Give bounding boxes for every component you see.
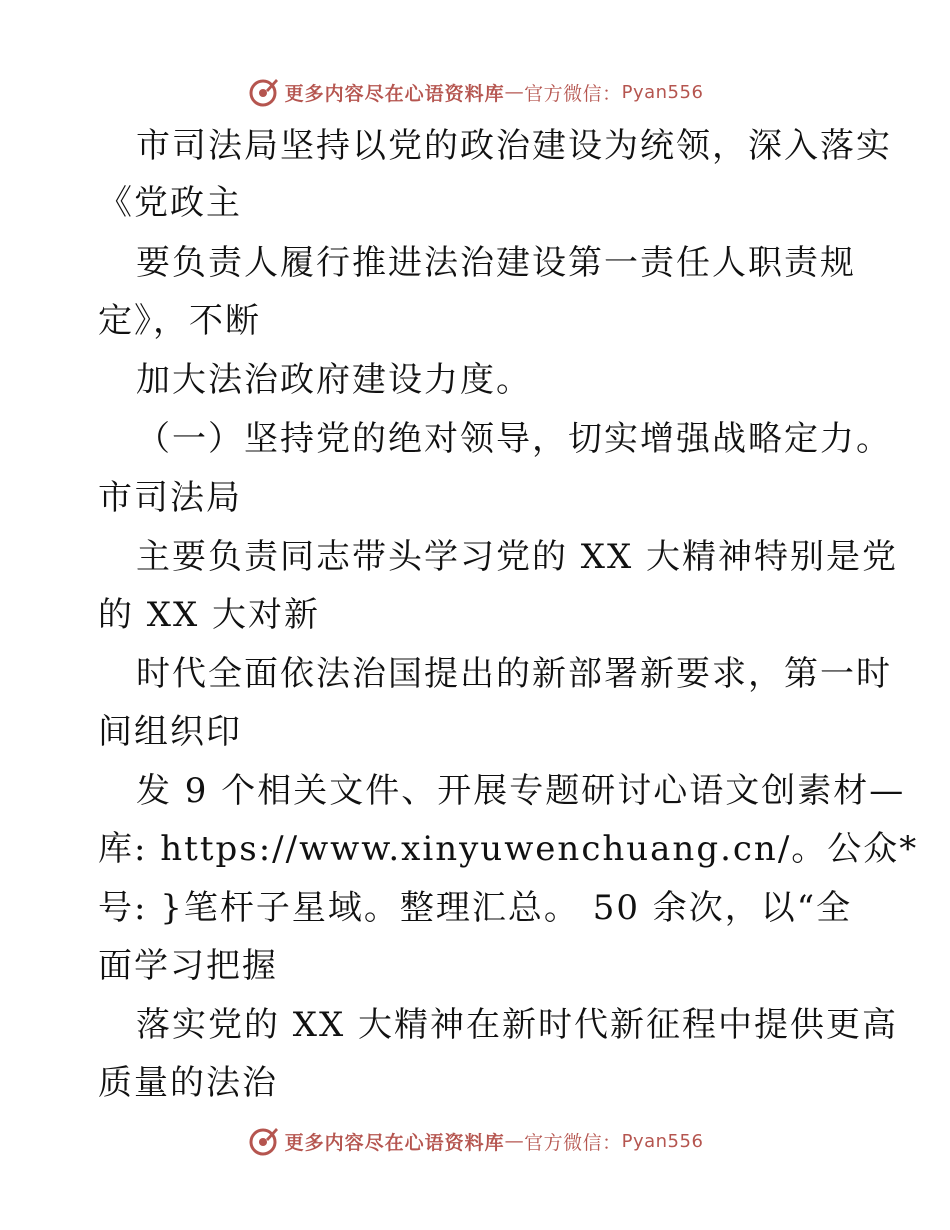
text-line: 定》，不断	[98, 301, 261, 341]
text-line: 加大法治政府建设力度。	[136, 360, 532, 400]
text-line: 质量的法治	[98, 1063, 278, 1103]
text-line: 《党政主	[98, 183, 242, 223]
header-dash: —	[504, 81, 525, 103]
text-line: 号: }笔杆子星域。整理汇总。 50 余次，以“全	[98, 888, 853, 928]
header-wechat-id: Pyan556	[621, 81, 704, 103]
text-line: 落实党的 XX 大精神在新时代新征程中提供更高	[136, 1005, 899, 1045]
text-line: 时代全面依法治国提出的新部署新要求，第一时	[136, 654, 892, 694]
text-line: 库: https://www.xinyuwenchuang.cn/。公众*	[98, 829, 919, 869]
footer-wechat-id: Pyan556	[621, 1130, 704, 1152]
text-line: 市司法局	[98, 478, 242, 518]
text-line: 要负责人履行推进法治建设第一责任人职责规	[136, 243, 856, 283]
header-watermark-banner	[0, 72, 950, 112]
text-line: 间组织印	[98, 712, 242, 752]
text-line: 发 9 个相关文件、开展专题研讨心语文创素材—	[136, 771, 906, 811]
header-wechat-label: 官方微信：	[524, 82, 622, 105]
pen-logo-icon	[247, 76, 279, 108]
footer-dash: —	[504, 1130, 525, 1152]
footer-wechat-label: 官方微信：	[524, 1131, 622, 1154]
header-brand-text: 更多内容尽在心语资料库	[284, 82, 505, 105]
footer-brand-text: 更多内容尽在心语资料库	[284, 1131, 505, 1154]
footer-watermark-banner	[0, 1121, 950, 1161]
pen-logo-icon	[247, 1125, 279, 1157]
text-line: 主要负责同志带头学习党的 XX 大精神特别是党	[136, 537, 899, 577]
text-line: 面学习把握	[98, 946, 278, 986]
text-line: （一）坚持党的绝对领导，切实增强战略定力。	[136, 419, 892, 459]
text-line: 的 XX 大对新	[98, 595, 321, 635]
text-line: 市司法局坚持以党的政治建设为统领，深入落实	[136, 126, 892, 166]
